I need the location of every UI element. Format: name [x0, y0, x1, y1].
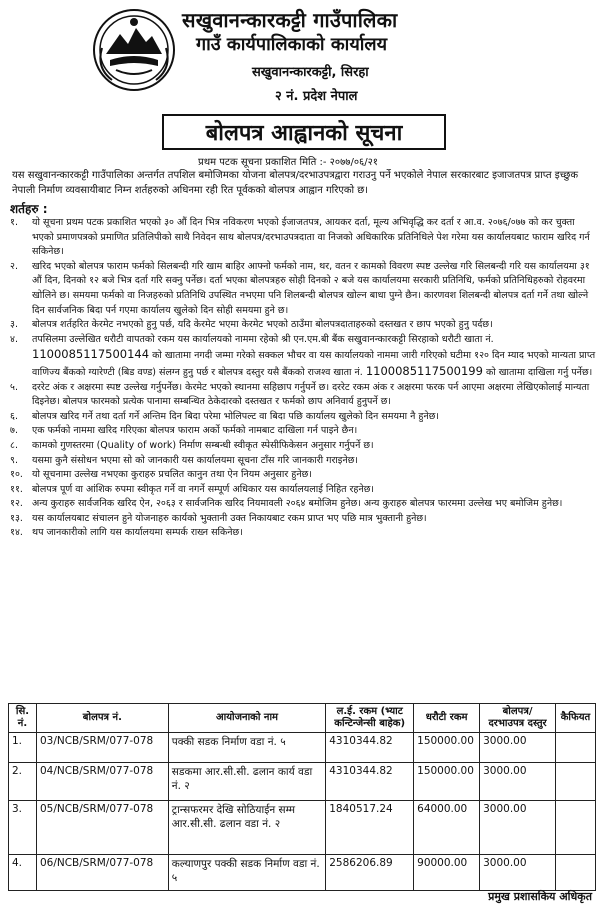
term-item: ८. कामको गुणस्तरमा (Quality of work) निर्माण सम्बन्धी स्वीकृत स्पेसीफिकेसन अनुसार गर्नुपर्ने छ। [10, 439, 374, 451]
office-address: सखुवानन्कारकट्टी, सिरहा [252, 65, 369, 80]
publication-date: प्रथम पटक सूचना प्रकाशित मिति :- २०७७/०६/२१ [198, 157, 379, 168]
term-item: २. खरिद भएको बोलपत्र फाराम फर्मको सिलबन्दी गरि खाम बाहिर आफ्नो फर्मको नाम, थर, वतन र कामको विवरण स्पष्ट उल्लेख गरि सिलबन्दी गरि यस कार्यालयमा ३१ औं दिन, दिनको १२ बजे भित्र दर्ता गरि सक्नु पर्नेछ। दर्ता भएका बोलपत्रहरु सोही दिनको २ बजे यस कार्यालयमा सरकारी प्रतिनिधि, फर्मको प्रतिनिधिहरुको रोहवरमा खोलिने छ। समयमा फर्मको वा निजहरुको प्रतिनिधि उपस्थित नभएमा पनि शिलबन्दी बोलपत्र खोल्न बाधा पुग्ने छैन। कारणवश शिलबन्दी बोलपत्र दर्ता गर्ने तथा खोल्ने दिन सार्वजनिक बिदा पर्न गएमा कार्यालय खुलेको दिन सोही समयमा हुने छ। [10, 260, 590, 316]
col-header-remarks: कैफियत [555, 704, 595, 733]
terms-list [10, 216, 598, 541]
term-item: १२. अन्य कुराहरु सार्वजनिक खरिद ऐन, २०६३ र सार्वजनिक खरिद नियमावली २०६४ बमोजिम हुनेछ। अन्य कुराहरु बोलपत्र फारममा उल्लेख भए बमोजिम हुनेछ। [10, 498, 563, 510]
nepal-emblem-icon [92, 8, 176, 92]
term-item: ६. बोलपत्र खरिद गर्ने तथा दर्ता गर्ने अन्तिम दिन बिदा परेमा भोलिपल्ट वा बिदा पछि कार्यालय खुलेको दिन समयमा नै हुनेछ। [10, 410, 439, 422]
col-header-deposit: धरौटी रकम [414, 704, 480, 733]
notice-intro: यस सखुवानन्कारकट्टी गाउँपालिका अन्तर्गत तपशिल बमोजिमका योजना बोलपत्र/दरभाउपत्रद्वारा गराउनु पर्ने भएकोले नेपाल सरकारबाट इजाजतपत्र प्राप्त इच्छुक नेपाली निर्माण व्यवसायीबाट निम्न शर्तहरुको अधिनमा रही रित पूर्वकको बोलपत्र आह्वान गरिएको छ। [12, 170, 579, 196]
table-header-row [9, 704, 596, 733]
col-header-amount: ल.ई. रकम (भ्याट कन्टिन्जेन्सी बाहेक) [326, 704, 414, 733]
term-item: ११. बोलपत्र पूर्ण वा आंशिक रुपमा स्वीकृत गर्ने वा नगर्ने सम्पूर्ण अधिकार यस कार्यालयलाई निहित रहनेछ। [10, 483, 375, 495]
term-item: ७. एक फर्मको नाममा खरिद गरिएका बोलपत्र फाराम अर्को फर्मको नामबाट दाखिला गर्न पाइने छैन। [10, 425, 358, 437]
col-header-project: आयोजनाको नाम [168, 704, 325, 733]
bid-table [8, 703, 596, 891]
col-header-fee: बोलपत्र/ दरभाउपत्र दस्तुर [480, 704, 556, 733]
notice-title: बोलपत्र आह्वानको सूचना [162, 114, 446, 150]
office-subtitle: गाउँ कार्यपालिकाको कार्यालय [196, 34, 388, 55]
term-item: १४. थप जानकारीको लागि यस कार्यालयमा सम्पर्क राख्न सकिनेछ। [10, 527, 243, 539]
term-item: ४. तपसिलमा उल्लेखित धरौटी वापतको रकम यस कार्यालयको नाममा रहेको श्री एन.एम.बी बैंक सखुवानन्कारकट्टी सिरहाको धरौटी खाता नं. 1100085117500144 को खातामा नगदी जम्मा गरेको सक्कल भौचर वा यस कार्यालयको नाममा जारी गरिएको घटीमा १२० दिन म्याद भएको मान्यता प्राप्त वाणिज्य बैंकको ग्यारेण्टी (बिड वण्ड) संलग्न हुनु पर्छ र बोलपत्र दस्तुर यसै बैंकको राजश्व खाता नं. 1100085117500199 को खातामा दाखिला गर्नु पर्नेछ। [10, 333, 596, 378]
term-item: १३. यस कार्यालयबाट संचालन हुने योजनाहरु कार्यको भुक्तानी उक्त निकायबाट रकम प्राप्त भए पछि मात्र भुक्तानी हुनेछ। [10, 512, 427, 524]
term-item: ५. दररेट अंक र अक्षरमा स्पष्ट उल्लेख गर्नुपर्नेछ। केरमेट भएको स्थानमा सहिछाप गर्नुपर्ने छ। दररेट रकम अंक र अक्षरमा फरक पर्न आएमा अक्षरमा लेखिएकोलाई मान्यता दिइनेछ। बोलपत्र फारमको प्रत्येक पानामा सम्बन्धित ठेकेदारको दस्तखत र फर्मको छाप अनिवार्य हुनुपर्ने छ। [10, 381, 590, 408]
table-row: 2. 04/NCB/SRM/077-078 सडकमा आर.सी.सी. ढलान कार्य वडा नं. २ 4310344.82 150000.00 3000.00 [9, 763, 596, 801]
province: २ नं. प्रदेश नेपाल [275, 89, 358, 104]
letterhead [0, 0, 606, 112]
revenue-account-number: 1100085117500199 [365, 363, 483, 378]
term-item: १. यो सूचना प्रथम पटक प्रकाशित भएको ३० औं दिन भित्र नविकरण भएको ईजाजतपत्र, आयकर दर्ता, मूल्य अभिवृद्धि कर दर्ता र आ.व. २०७६/०७७ को कर चुक्ता भएको प्रमाणपत्रको प्रमाणित प्रतिलिपीको साथै निवेदन साथ बोलपत्र/दरभाउपत्रदाता वा निजको अधिकारिक प्रतिनिधिले पेश गरेमा यस कार्यालयबाट फाराम खरिद गर्न सकिनेछ। [10, 217, 590, 258]
col-header-sn: सि. नं. [9, 704, 37, 733]
term-item: ९. यसमा कुनै संसोधन भएमा सो को जानकारी यस कार्यालयमा सूचना टाँस गरि जानकारी गराइनेछ। [10, 454, 358, 466]
term-item: ३. बोलपत्र शर्तहरित केरमेट नभएको हुनु पर्छ, यदि केरमेट भएमा केरमेट भएको ठाउँमा बोलपत्रदाताहरुको दस्तखत र छाप भएको हुनु पर्दछ। [10, 319, 493, 331]
term-item: १०. यो सूचनामा उल्लेख नभएका कुराहरु प्रचलित कानुन तथा ऐन नियम अनुसार हुनेछ। [10, 469, 312, 481]
signature-title: प्रमुख प्रशासकिय अधिकृत [488, 890, 592, 903]
table-row: 3. 05/NCB/SRM/077-078 ट्रान्सफरमर देखि सोठियाईन सम्म आर.सी.सी. ढलान वडा नं. २ 1840517.24 64000.00 3000.00 [9, 801, 596, 855]
table-row: 1. 03/NCB/SRM/077-078 पक्की सडक निर्माण वडा नं. ५ 4310344.82 150000.00 3000.00 [9, 733, 596, 763]
office-name: सखुवानन्कारकट्टी गाउँपालिका [182, 8, 398, 32]
deposit-account-number: 1100085117500144 [32, 347, 150, 362]
col-header-bid-no: बोलपत्र नं. [36, 704, 168, 733]
table-row: 4. 06/NCB/SRM/077-078 कल्याणपुर पक्की सडक निर्माण वडा नं. ५ 2586206.89 90000.00 3000.00 [9, 855, 596, 891]
terms-heading: शर्तहरु : [10, 202, 48, 216]
